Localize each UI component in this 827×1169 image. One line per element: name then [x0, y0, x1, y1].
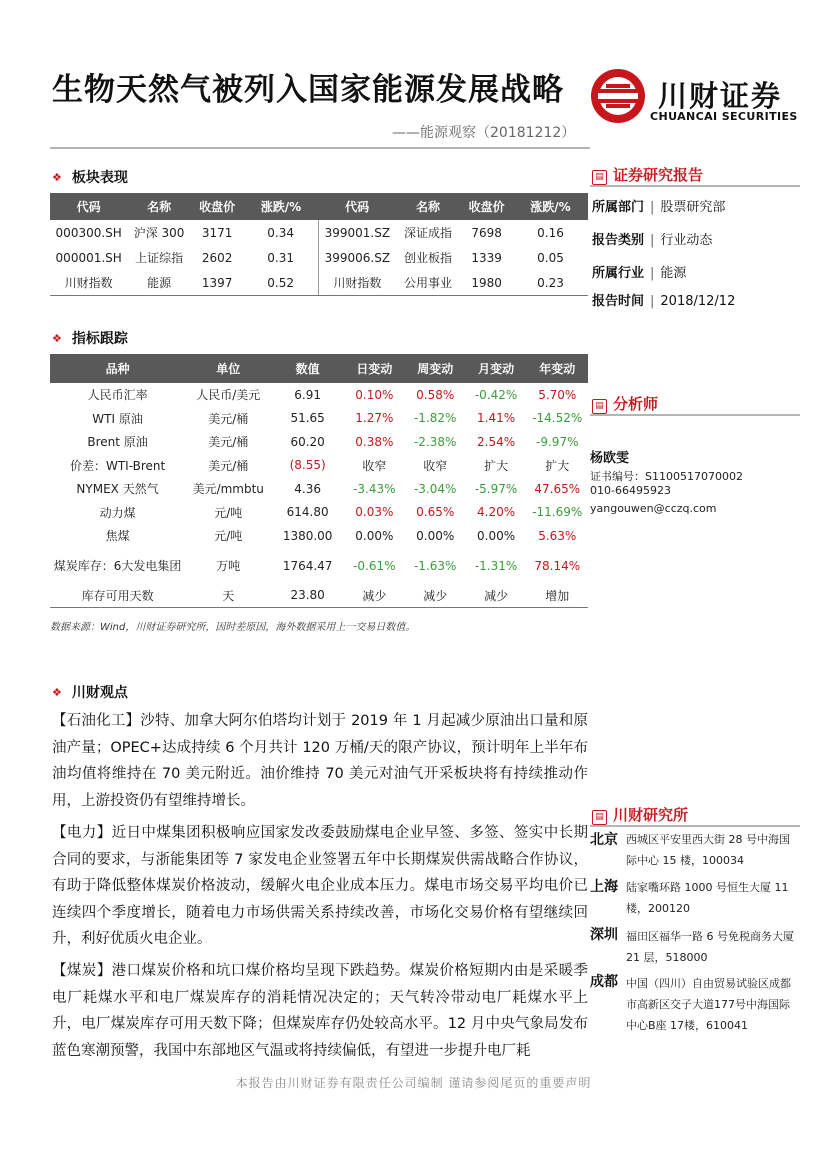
month-change: 1.41% — [477, 411, 516, 426]
table-cell: 深证成指 — [404, 226, 453, 240]
table-row — [50, 407, 588, 431]
table-cell: 0.16 — [537, 225, 564, 240]
column-header: 名称 — [127, 193, 190, 220]
year-change: 5.63% — [538, 528, 577, 543]
view-paragraph-coal: 【煤炭】港口煤炭价格和坑口煤价格均呈现下跌趋势。煤炭价格短期内由是采暖季电厂耗煤水平和电厂煤炭库存的消耗情况决定的；天气转冷带动电厂耗煤水平上升，电厂煤炭库存可用天数下降；但煤炭库存仍处较高水平。12 月中央气象局发布蓝色寒潮预警，我国中东部地区气温或将持续偏低，有望进一步提升电厂耗 — [52, 963, 588, 1059]
office-city: 成都 — [590, 974, 618, 990]
institute-heading: ▤ 川财研究所 — [592, 804, 688, 825]
report-heading: ▤ 证券研究报告 — [592, 164, 703, 185]
sidebar-divider — [590, 825, 800, 827]
table-row — [50, 270, 588, 296]
table-row — [50, 501, 588, 525]
indicator-name: 煤炭库存：6大发电集团 — [53, 559, 182, 573]
indicator-name: Brent 原油 — [87, 435, 148, 450]
diamond-bullet-icon: ❖ — [52, 686, 62, 699]
column-header: 日变动 — [344, 354, 405, 383]
table-row — [50, 383, 588, 407]
month-change: 2.54% — [477, 434, 516, 449]
analyst-heading: ▤ 分析师 — [592, 393, 658, 414]
indicator-value: 4.36 — [294, 481, 321, 496]
week-change: -2.38% — [413, 434, 457, 449]
office-city: 深圳 — [590, 927, 618, 943]
week-change: -1.82% — [413, 411, 457, 426]
table-row — [50, 454, 588, 478]
institute-icon: ▤ — [592, 810, 607, 825]
column-header: 数值 — [271, 354, 344, 383]
year-change: 5.70% — [538, 387, 577, 402]
column-header: 涨跌/% — [513, 193, 588, 220]
analyst-name: 杨欧雯 — [590, 451, 630, 466]
indicator-unit: 万吨 — [216, 559, 241, 573]
table-cell: 0.34 — [243, 220, 318, 245]
year-change: 78.14% — [534, 558, 581, 573]
column-header: 代码 — [318, 193, 395, 220]
indicator-value: 51.65 — [290, 411, 325, 426]
info-industry: 所属行业 | 能源 — [592, 266, 687, 281]
analyst-cert: 证书编号：S1100517070002 — [590, 470, 743, 483]
diamond-bullet-icon: ❖ — [52, 171, 62, 184]
table-row — [50, 477, 588, 501]
data-source-note: 数据来源：Wind，川财证券研究所，因时差原因，海外数据采用上一交易日数值。 — [50, 622, 416, 633]
sidebar-divider — [590, 414, 800, 416]
indicator-unit: 天 — [185, 584, 271, 608]
year-change: 增加 — [527, 584, 588, 608]
diamond-bullet-icon: ❖ — [52, 332, 62, 345]
table-cell: 0.05 — [537, 250, 564, 265]
month-change: 0.00% — [477, 528, 516, 543]
table-row — [50, 548, 588, 584]
view-paragraph-oil: 【石油化工】沙特、加拿大阿尔伯塔均计划于 2019 年 1 月起减少原油出口量和原油产量；OPEC+达成持续 6 个月共计 120 万桶/天的限产协议，预计明年上半年布油均值将维持在 70 美元附近。油价维持 70 美元对油气开采板块将有持续推动作用，上游投资仍有望维持增长。 — [52, 713, 588, 809]
column-header: 代码 — [50, 193, 127, 220]
info-department: 所属部门 | 股票研究部 — [592, 200, 726, 215]
indicator-unit: 美元/桶 — [208, 435, 249, 450]
page-title: 生物天然气被列入国家能源发展战略 — [52, 72, 564, 108]
table-cell: 7698 — [471, 225, 502, 240]
indicator-name: 价差：WTI-Brent — [69, 458, 166, 473]
office-city: 北京 — [590, 832, 618, 848]
table-row — [50, 220, 588, 245]
month-change: 扩大 — [484, 458, 509, 473]
office-address: 西城区平安里西大街 28 号中海国际中心 15 楼，100034 — [626, 833, 790, 867]
table-cell: 川财指数 — [50, 270, 127, 296]
year-change: -14.52% — [532, 411, 583, 426]
week-change: -1.63% — [413, 558, 457, 573]
table-cell: 上证综指 — [135, 251, 184, 265]
chuancai-logo-icon — [590, 68, 646, 124]
month-change: -1.31% — [474, 558, 518, 573]
office-address: 中国（四川）自由贸易试验区成都市高新区交子大道177号中海国际中心B座 17楼，610041 — [626, 977, 791, 1032]
brand-name-en: CHUANCAI SECURITIES — [650, 110, 798, 123]
table-cell: 1339 — [471, 250, 502, 265]
column-header: 月变动 — [466, 354, 527, 383]
week-change: 减少 — [405, 584, 466, 608]
info-date: 报告时间 | 2018/12/12 — [592, 294, 736, 309]
table-cell: 创业板指 — [404, 251, 453, 265]
indicator-unit: 美元/mmbtu — [192, 482, 264, 497]
office-address: 陆家嘴环路 1000 号恒生大厦 11 楼，200120 — [626, 881, 789, 915]
indicator-name: WTI 原油 — [92, 411, 143, 426]
table-row — [50, 245, 588, 270]
analyst-email[interactable]: yangouwen@cczq.com — [590, 502, 717, 515]
indicator-name: 焦煤 — [105, 529, 130, 544]
column-header: 单位 — [185, 354, 271, 383]
day-change: -3.43% — [353, 481, 396, 496]
table-cell: 沪深 300 — [133, 226, 185, 240]
indicator-table — [50, 354, 588, 608]
column-header: 周变动 — [405, 354, 466, 383]
indicator-name: 库存可用天数 — [50, 584, 185, 608]
table-cell: 000001.SH — [55, 250, 122, 265]
indicator-value: 1380.00 — [282, 528, 333, 543]
table-cell: 000300.SH — [55, 225, 122, 240]
table-cell: 0.23 — [513, 270, 588, 296]
column-header: 涨跌/% — [243, 193, 318, 220]
indicator-unit: 美元/桶 — [208, 458, 249, 473]
column-header: 年变动 — [527, 354, 588, 383]
view-paragraph-power: 【电力】近日中煤集团积极响应国家发改委鼓励煤电企业早签、多签、签实中长期合同的要求，与浙能集团等 7 家发电企业签署五年中长期煤炭供需战略合作协议，有助于降低整体煤炭价格波动，缓解火电企业成本压力。煤电市场交易平均电价已连续四个季度增长，随着电力市场供需关系持续改善，市场化交易价格有望继续回升，利好优质火电企业。 — [52, 825, 588, 947]
table-cell: 1397 — [191, 270, 244, 296]
analyst-icon: ▤ — [592, 399, 607, 414]
day-change: 减少 — [344, 584, 405, 608]
indicator-value: 1764.47 — [282, 558, 333, 573]
day-change: 0.38% — [355, 434, 394, 449]
table-cell: 公用事业 — [396, 270, 461, 296]
month-change: 减少 — [466, 584, 527, 608]
indicator-value: 6.91 — [294, 387, 321, 402]
year-change: -9.97% — [536, 434, 579, 449]
indicators-heading: ❖ 指标跟踪 — [52, 331, 128, 347]
year-change: 47.65% — [534, 481, 581, 496]
day-change: 1.27% — [355, 411, 394, 426]
indicator-value: 614.80 — [286, 505, 329, 520]
report-icon: ▤ — [592, 170, 607, 185]
day-change: -0.61% — [353, 558, 396, 573]
month-change: 4.20% — [477, 505, 516, 520]
table-row — [50, 584, 588, 608]
office-address: 福田区福华一路 6 号免税商务大厦 21 层，518000 — [626, 930, 794, 964]
table-cell: 2602 — [201, 250, 233, 265]
table-header-row — [50, 354, 588, 383]
table-cell: 399006.SZ — [324, 250, 391, 265]
column-header: 收盘价 — [460, 193, 513, 220]
indicator-name: 人民币汇率 — [87, 388, 148, 403]
market-table — [50, 193, 588, 296]
year-change: -11.69% — [532, 505, 583, 520]
day-change: 收窄 — [362, 458, 387, 473]
analyst-phone: 010-66495923 — [590, 484, 671, 497]
column-header: 名称 — [396, 193, 461, 220]
indicator-unit: 元/吨 — [214, 529, 243, 544]
indicator-unit: 人民币/美元 — [196, 388, 261, 403]
indicator-value: (8.55) — [289, 458, 326, 473]
page-subtitle: ——能源观察（20181212） — [392, 125, 576, 141]
table-row — [50, 430, 588, 454]
year-change: 扩大 — [545, 458, 570, 473]
header-divider — [50, 147, 590, 149]
indicator-value: 23.80 — [271, 584, 344, 608]
table-cell: 1980 — [460, 270, 513, 296]
indicator-unit: 元/吨 — [214, 505, 243, 520]
table-cell: 能源 — [127, 270, 190, 296]
office-city: 上海 — [590, 879, 618, 895]
table-header-row — [50, 193, 588, 220]
table-cell: 399001.SZ — [324, 225, 391, 240]
views-heading: ❖ 川财观点 — [52, 685, 128, 701]
week-change: -3.04% — [413, 481, 457, 496]
week-change: 0.00% — [416, 528, 455, 543]
month-change: -5.97% — [474, 481, 518, 496]
indicator-value: 60.20 — [290, 434, 325, 449]
week-change: 收窄 — [423, 458, 448, 473]
info-category: 报告类别 | 行业动态 — [592, 233, 713, 248]
brand-name-cn: 川财证券 — [658, 79, 783, 113]
indicator-name: 动力煤 — [99, 505, 136, 520]
month-change: -0.42% — [474, 387, 518, 402]
footer-disclaimer: 本报告由川财证券有限责任公司编制 谨请参阅尾页的重要声明 — [235, 1076, 592, 1090]
table-cell: 0.31 — [243, 245, 318, 270]
market-heading: ❖ 板块表现 — [52, 170, 128, 186]
indicator-unit: 美元/桶 — [208, 411, 249, 426]
sidebar-divider — [590, 185, 800, 187]
table-cell: 3171 — [201, 225, 233, 240]
day-change: 0.10% — [355, 387, 394, 402]
week-change: 0.58% — [416, 387, 455, 402]
day-change: 0.00% — [355, 528, 394, 543]
week-change: 0.65% — [416, 505, 455, 520]
column-header: 收盘价 — [191, 193, 244, 220]
table-cell: 川财指数 — [318, 270, 395, 296]
indicator-name: NYMEX 天然气 — [76, 482, 159, 497]
day-change: 0.03% — [355, 505, 394, 520]
column-header: 品种 — [50, 354, 185, 383]
table-row — [50, 524, 588, 548]
table-cell: 0.52 — [243, 270, 318, 296]
